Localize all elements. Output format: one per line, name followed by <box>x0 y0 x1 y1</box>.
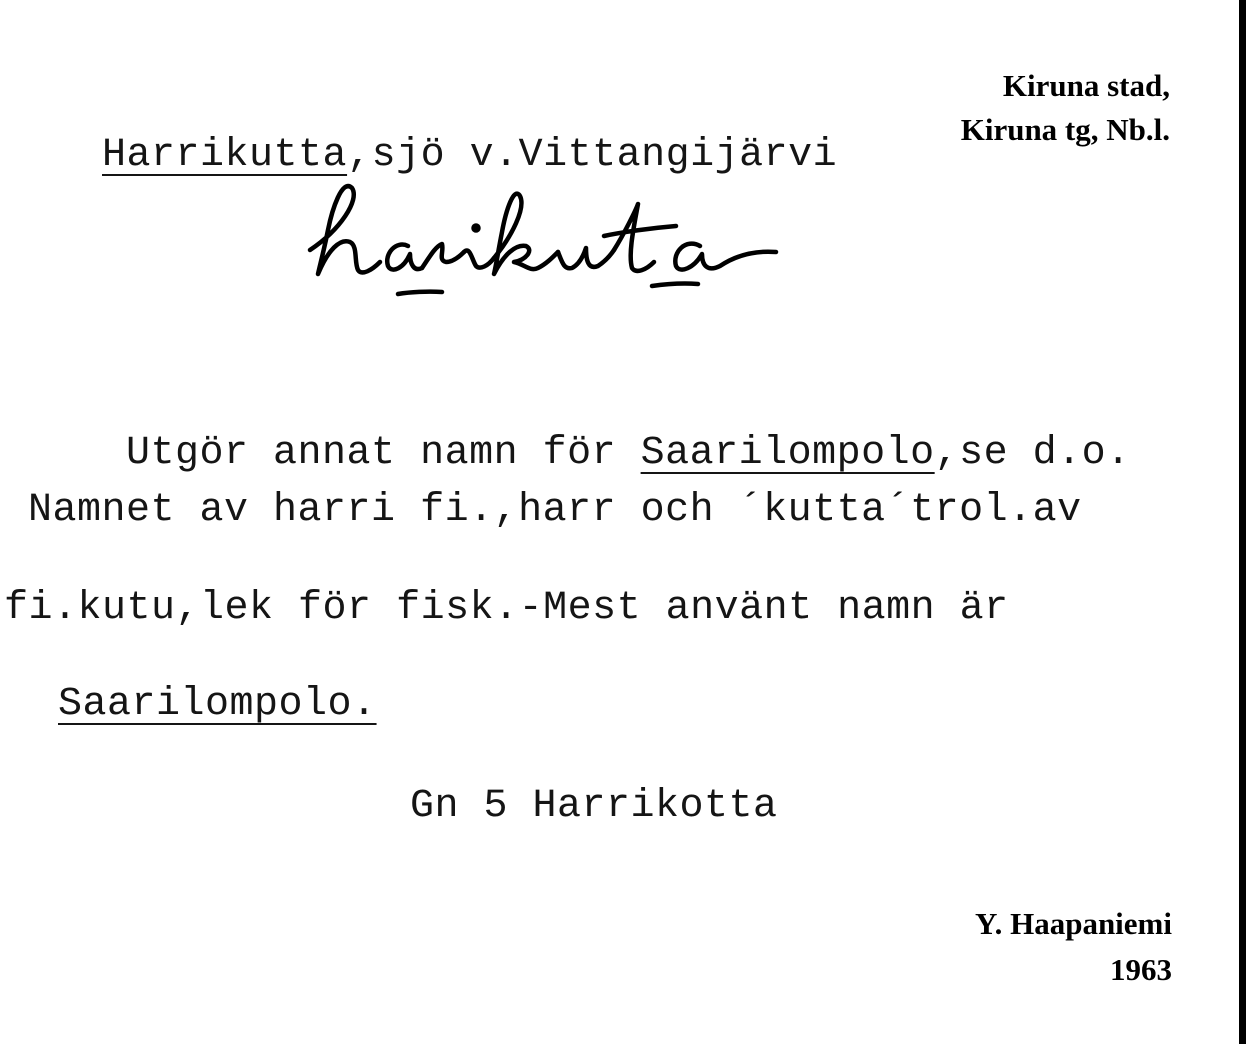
body-line-1-text: Utgör annat namn för <box>126 431 641 476</box>
body-line-4: Saarilompolo. <box>58 682 377 727</box>
collector-name: Y. Haapaniemi <box>975 906 1172 941</box>
source-reference: Gn 5 Harrikotta <box>410 784 778 829</box>
body-line-3: fi.kutu,lek för fisk.-Mest använt namn är <box>4 586 1009 631</box>
handwritten-pronunciation <box>280 170 800 310</box>
card-edge <box>1239 0 1246 1044</box>
collection-year: 1963 <box>1110 952 1172 987</box>
body-line-1-tail: ,se d.o. <box>934 431 1131 476</box>
headword: Harrikutta <box>102 133 348 178</box>
headword-description: ,sjö v.Vittangijärvi <box>347 133 838 178</box>
body-line-2: Namnet av harri fi.,harr och ´kutta´trol.av <box>28 488 1082 533</box>
parish-line-1: Kiruna stad, <box>1002 68 1170 103</box>
cross-reference-name: Saarilompolo <box>640 431 935 476</box>
parish-line-2: Kiruna tg, Nb.l. <box>960 112 1170 147</box>
